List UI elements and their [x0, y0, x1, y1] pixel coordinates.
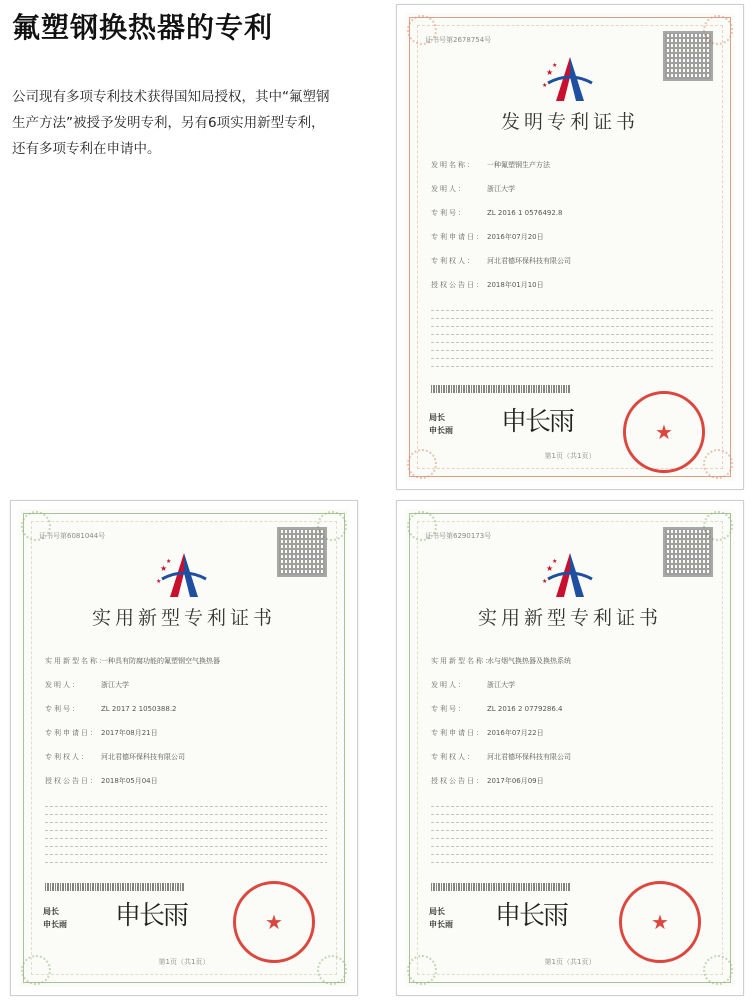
svg-text:★: ★: [542, 82, 548, 89]
invention-patent-certificate: [396, 4, 744, 490]
barcode: [431, 883, 571, 891]
certificate-number: 证书号第6081044号: [39, 532, 106, 540]
barcode: [45, 883, 185, 891]
intro-text: [12, 84, 387, 162]
svg-text:★: ★: [160, 564, 168, 573]
barcode: [431, 385, 571, 393]
certificate-fields: [431, 649, 715, 793]
field-row: 专利号： ZL 2017 2 1050388.2: [45, 705, 177, 713]
director-signature: 申长雨: [501, 407, 574, 437]
certificate-paper: [405, 509, 735, 987]
page-title: 氟塑钢换热器的专利: [12, 11, 274, 44]
certificate-paper: [19, 509, 349, 987]
certificate-heading: 实用新型专利证书: [477, 607, 662, 629]
field-row: 专利申请日： 2016年07月20日: [431, 233, 544, 241]
field-row: 授权公告日： 2018年01月10日: [431, 281, 544, 289]
field-row: 专利权人： 河北君德环保科技有限公司: [431, 257, 571, 265]
field-row: 发明人： 浙江大学: [431, 681, 515, 689]
utility-model-certificate-2: [396, 500, 744, 996]
utility-model-certificate-1: [10, 500, 358, 996]
svg-text:★: ★: [166, 558, 172, 565]
certificate-fields: [431, 153, 715, 297]
svg-text:★: ★: [552, 558, 558, 565]
certificate-heading: 发明专利证书: [500, 111, 639, 133]
director-label: 局长 申长雨: [43, 907, 67, 929]
official-seal-icon: ★: [233, 881, 315, 963]
certificate-body-text: [45, 799, 327, 870]
page-footer: 第1页（共1页）: [158, 958, 210, 966]
svg-text:★: ★: [156, 578, 162, 585]
intro-line: 生产方法”被授予发明专利，另有6项实用新型专利，: [12, 115, 325, 131]
field-row: 专利申请日： 2017年08月21日: [45, 729, 158, 737]
page-footer: 第1页（共1页）: [544, 958, 596, 966]
cnipa-emblem-icon: [540, 53, 600, 105]
director-signature: 申长雨: [115, 901, 188, 931]
field-row: 实用新型名称： 一种具有防腐功能的氟塑钢空气换热器: [45, 657, 220, 665]
field-row: 授权公告日： 2018年05月04日: [45, 777, 158, 785]
svg-text:★: ★: [542, 578, 548, 585]
field-row: 发明人： 浙江大学: [431, 185, 515, 193]
certificate-number: 证书号第6290173号: [425, 532, 492, 540]
cnipa-emblem-icon: [154, 549, 214, 601]
qr-code: [663, 31, 713, 81]
field-row: 授权公告日： 2017年06月09日: [431, 777, 544, 785]
certificate-fields: [45, 649, 329, 793]
svg-text:★: ★: [552, 62, 558, 69]
page-footer: 第1页（共1页）: [544, 452, 596, 460]
field-row: 专利权人： 河北君德环保科技有限公司: [45, 753, 185, 761]
cnipa-emblem-icon: [540, 549, 600, 601]
qr-code: [277, 527, 327, 577]
field-row: 发明人： 浙江大学: [45, 681, 129, 689]
director-label: 局长 申长雨: [429, 907, 453, 929]
certificate-paper: [405, 13, 735, 481]
official-seal-icon: ★: [623, 391, 705, 473]
field-row: 发明名称： 一种氟塑钢生产方法: [431, 161, 550, 169]
qr-code: [663, 527, 713, 577]
intro-line: 还有多项专利在申请中。: [12, 141, 161, 157]
director-signature: 申长雨: [495, 901, 568, 931]
field-row: 专利申请日： 2016年07月22日: [431, 729, 544, 737]
field-row: 专利号： ZL 2016 1 0576492.8: [431, 209, 563, 217]
field-row: 专利号： ZL 2016 2 0779286.4: [431, 705, 563, 713]
intro-line: 公司现有多项专利技术获得国知局授权，其中“氟塑钢: [12, 89, 330, 105]
certificate-number: 证书号第2678754号: [425, 36, 492, 44]
certificate-heading: 实用新型专利证书: [91, 607, 276, 629]
certificate-body-text: [431, 799, 713, 870]
field-row: 专利权人： 河北君德环保科技有限公司: [431, 753, 571, 761]
director-label: 局长 申长雨: [429, 413, 453, 435]
certificate-body-text: [431, 303, 713, 374]
official-seal-icon: ★: [619, 881, 701, 963]
svg-text:★: ★: [546, 564, 554, 573]
svg-text:★: ★: [546, 68, 554, 77]
field-row: 实用新型名称： 水与烟气换热器及换热系统: [431, 657, 571, 665]
